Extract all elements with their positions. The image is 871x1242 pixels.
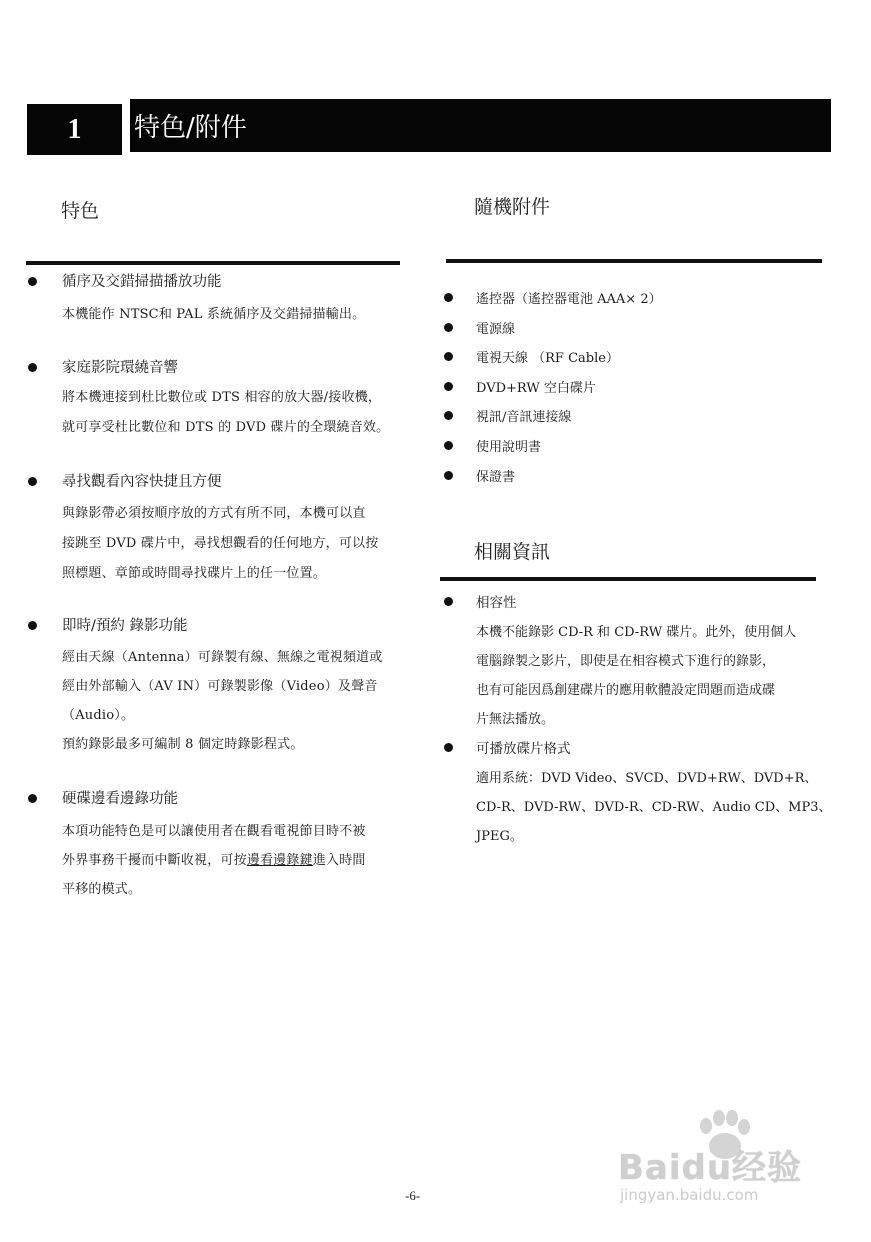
timeshift-key-label: 邊看邊錄鍵 bbox=[246, 853, 313, 868]
bullet-icon bbox=[444, 352, 453, 361]
info-text: CD-R、DVD-RW、DVD-R、CD-RW、Audio CD、MP3、 bbox=[476, 800, 832, 815]
accessory-item bbox=[444, 288, 824, 310]
feature-text: 照標題、章節或時間尋找碟片上的任一位置。 bbox=[62, 566, 327, 581]
related-info-rule bbox=[440, 577, 816, 581]
page-number: -6- bbox=[405, 1188, 421, 1203]
accessory-label: 使用說明書 bbox=[476, 440, 542, 455]
watermark bbox=[612, 1110, 832, 1220]
feature-title: 家庭影院環繞音響 bbox=[62, 360, 178, 376]
feature-title: 硬碟邊看邊錄功能 bbox=[62, 791, 178, 807]
accessory-label: 電視天線 （RF Cable） bbox=[476, 351, 619, 366]
info-text: 也有可能因爲創建碟片的應用軟體設定問題而造成碟 bbox=[476, 683, 776, 698]
accessory-item bbox=[444, 466, 824, 488]
feature-title: 尋找觀看內容快捷且方便 bbox=[62, 474, 222, 490]
info-text: 本機不能錄影 CD-R 和 CD-RW 碟片。此外，使用個人 bbox=[476, 625, 797, 640]
bullet-icon bbox=[444, 441, 453, 450]
accessory-label: 視訊/音訊連接線 bbox=[476, 410, 572, 425]
bullet-icon bbox=[28, 794, 37, 803]
chapter-title: 特色/附件 bbox=[130, 99, 831, 152]
features-rule bbox=[26, 261, 400, 265]
accessory-item bbox=[444, 347, 824, 369]
feature-text: （Audio）。 bbox=[62, 708, 135, 723]
feature-text: 將本機連接到杜比數位或 DTS 相容的放大器/接收機， bbox=[62, 390, 382, 405]
feature-text: 就可享受杜比數位和 DTS 的 DVD 碟片的全環繞音效。 bbox=[62, 420, 390, 435]
feature-title: 循序及交錯掃描播放功能 bbox=[62, 274, 222, 290]
feature-text: 本機能作 NTSC和 PAL 系統循序及交錯掃描輸出。 bbox=[62, 307, 366, 322]
bullet-icon bbox=[444, 323, 453, 332]
info-title: 可播放碟片格式 bbox=[476, 741, 571, 757]
bullet-icon bbox=[28, 363, 37, 372]
feature-title: 即時/預約 錄影功能 bbox=[62, 618, 188, 634]
related-info-heading: 相關資訊 bbox=[474, 541, 551, 563]
feature-text: 平移的模式。 bbox=[62, 882, 142, 897]
feature-item bbox=[28, 787, 418, 897]
accessory-label: 遙控器（遙控器電池 AAA× 2） bbox=[476, 292, 662, 307]
watermark-url: jingyan.baidu.com bbox=[620, 1186, 759, 1204]
feature-text: 接跳至 DVD 碟片中，尋找想觀看的任何地方，可以按 bbox=[62, 536, 379, 551]
bullet-icon bbox=[444, 471, 453, 480]
accessory-label: 電源線 bbox=[476, 322, 516, 337]
feature-item bbox=[28, 614, 418, 759]
feature-item bbox=[28, 270, 418, 330]
accessory-item bbox=[444, 406, 824, 428]
info-text: JPEG。 bbox=[476, 829, 523, 844]
info-text: 適用系統：DVD Video、SVCD、DVD+RW、DVD+R、 bbox=[476, 771, 818, 786]
accessory-item bbox=[444, 377, 824, 399]
feature-item bbox=[28, 470, 418, 590]
accessory-label: 保證書 bbox=[476, 470, 516, 485]
chapter-number: 1 bbox=[27, 104, 122, 155]
bullet-icon bbox=[28, 277, 37, 286]
info-item bbox=[444, 591, 834, 731]
accessory-label: DVD+RW 空白碟片 bbox=[476, 381, 596, 396]
feature-text: 經由外部輸入（AV IN）可錄製影像（Video）及聲音 bbox=[62, 679, 378, 694]
info-text: 電腦錄製之影片，即使是在相容模式下進行的錄影， bbox=[476, 654, 776, 669]
bullet-icon bbox=[444, 411, 453, 420]
feature-text: 經由天線（Antenna）可錄製有線、無線之電視頻道或 bbox=[62, 650, 383, 665]
bullet-icon bbox=[444, 597, 453, 606]
bullet-icon bbox=[444, 382, 453, 391]
accessories-heading: 隨機附件 bbox=[474, 196, 551, 218]
accessory-item bbox=[444, 318, 824, 340]
feature-text: 本項功能特色是可以讓使用者在觀看電視節目時不被 bbox=[62, 824, 366, 839]
bullet-icon bbox=[444, 293, 453, 302]
feature-text: 預約錄影最多可編制 8 個定時錄影程式。 bbox=[62, 737, 304, 752]
info-title: 相容性 bbox=[476, 595, 517, 611]
accessories-rule bbox=[446, 259, 822, 263]
info-item bbox=[444, 737, 834, 847]
bullet-icon bbox=[28, 621, 37, 630]
feature-item bbox=[28, 356, 418, 446]
accessory-item bbox=[444, 436, 824, 458]
info-text: 片無法播放。 bbox=[476, 712, 555, 727]
feature-text: 外界事務干擾而中斷收視，可按邊看邊錄鍵進入時間 bbox=[62, 853, 366, 868]
bullet-icon bbox=[444, 743, 453, 752]
watermark-brand: Baidu经验 bbox=[618, 1148, 803, 1188]
feature-text: 與錄影帶必須按順序放的方式有所不同，本機可以直 bbox=[62, 506, 366, 521]
bullet-icon bbox=[28, 477, 37, 486]
features-heading: 特色 bbox=[61, 200, 100, 222]
